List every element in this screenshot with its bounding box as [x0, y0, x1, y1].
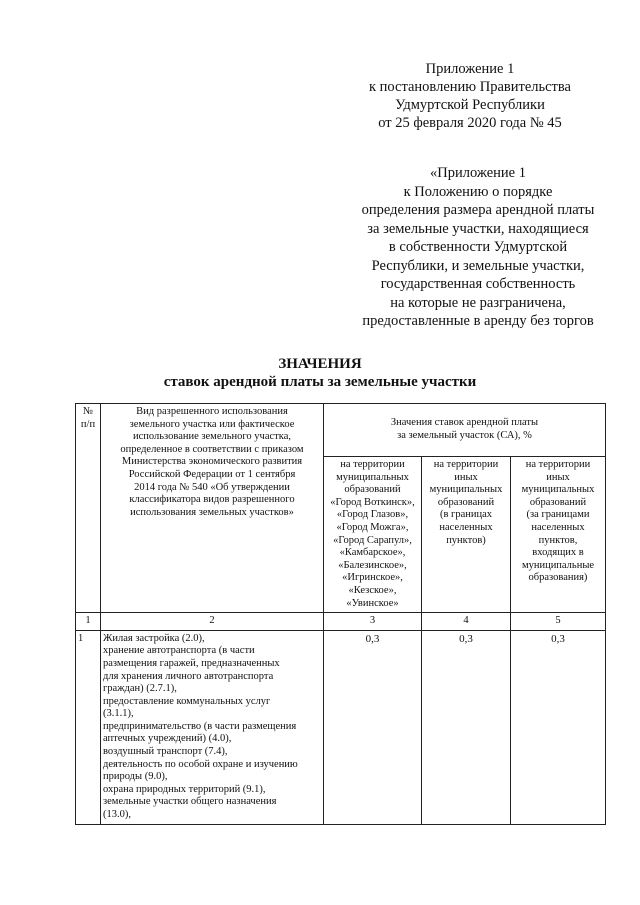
use-line: аптечных учреждений) (4.0), [103, 733, 232, 745]
subheader-line: «Кезское», [348, 584, 397, 596]
subheader-line: муниципальных [429, 484, 503, 496]
header-use-line: определенное в соответствии с приказом [120, 443, 304, 455]
subheader-line: «Город Воткинск», [330, 496, 415, 508]
use-line: природы (9.0), [103, 771, 168, 783]
header-use-line: Российской Федерации от 1 сентября [128, 468, 296, 480]
subheader-line: иных [454, 471, 478, 483]
regulation-appendix-line: государственная собственность [380, 276, 576, 292]
subheader-line: населенных [439, 521, 493, 533]
use-line: (13.0), [103, 809, 131, 821]
subheader-col4 [422, 457, 511, 613]
row-number: 1 [76, 630, 101, 824]
use-line: хранение автотранспорта (в части [103, 645, 255, 657]
use-line: для хранения личного автотранспорта [103, 670, 274, 682]
subheader-line: пунктов) [446, 534, 486, 546]
regulation-appendix-line: Республики, и земельные участки, [371, 257, 585, 274]
header-use-line: 2014 года № 540 «Об утверждении [134, 481, 290, 493]
header-rates-line: Значения ставок арендной платы [390, 417, 539, 429]
subheader-col3 [324, 457, 422, 613]
subheader-line: образований [344, 484, 401, 496]
column-number: 4 [422, 613, 511, 631]
document-title [120, 355, 520, 391]
subheader-line: образований [437, 496, 495, 508]
use-line: предоставление коммунальных услуг [103, 695, 271, 707]
subheader-line: на территории [340, 459, 405, 470]
use-line: Жилая застройка (2.0), [103, 632, 205, 644]
subheader-line: «Город Можга», [336, 521, 409, 533]
regulation-appendix-line: предоставленные в аренду без торгов [362, 313, 594, 329]
appendix-line: к постановлению Правительства [369, 79, 571, 95]
header-use-line: классификатора видов разрешенного [129, 494, 295, 506]
rates-table [75, 403, 606, 825]
regulation-appendix-line: к Положению о порядке [403, 183, 553, 200]
use-line: деятельность по особой охране и изучению [103, 758, 298, 770]
regulation-appendix-line: на которые не разграничена, [390, 294, 566, 311]
subheader-line: на территории [433, 459, 499, 470]
appendix-line: от 25 февраля 2020 года № 45 [378, 115, 562, 131]
use-line: земельные участки общего назначения [103, 796, 277, 808]
subheader-line: образований [529, 496, 587, 508]
header-number-line: п/п [80, 418, 96, 430]
appendix-line: Удмуртской Республики [395, 97, 545, 113]
header-use-line: земельного участка или фактическое [129, 418, 295, 430]
subheader-line: «Город Сарапул», [333, 534, 412, 546]
table-header-row [76, 404, 606, 457]
regulation-appendix-line: в собственности Удмуртской [388, 239, 568, 255]
use-line: предпринимательство (в части размещения [103, 720, 297, 732]
column-number: 3 [324, 613, 422, 631]
title-line-sub: ставок арендной платы за земельные участки [163, 374, 477, 390]
subheader-line: «Балезинское», [338, 559, 407, 571]
rate-value-col3: 0,3 [324, 630, 422, 824]
row-uses-cell [101, 630, 324, 824]
subheader-line: «Камбарское», [339, 547, 406, 559]
subheader-line: населенных [531, 521, 585, 533]
subheader-line: «Игринское», [342, 572, 403, 584]
column-number: 1 [76, 613, 101, 631]
subheader-line: пунктов, [538, 534, 578, 546]
header-number-cell [76, 404, 101, 613]
subheader-line: муниципальных [336, 471, 409, 483]
use-line: (3.1.1), [103, 708, 134, 720]
subheader-col5 [511, 457, 606, 613]
header-rates-line: за земельный участок (СА), % [397, 430, 532, 441]
regulation-appendix-line: «Приложение 1 [430, 165, 526, 181]
header-use-line: использования земельных участков» [130, 506, 294, 518]
use-line: граждан) (2.7.1), [103, 683, 177, 695]
appendix-line: Приложение 1 [425, 61, 515, 77]
subheader-line: «Город Глазов», [336, 509, 409, 521]
regulation-appendix-line: за земельные участки, находящиеся [367, 220, 589, 237]
header-use-cell [101, 404, 324, 613]
subheader-line: иных [546, 471, 570, 483]
use-line: размещения гаражей, предназначенных [103, 657, 280, 669]
table-row [76, 630, 606, 824]
column-number: 5 [511, 613, 606, 631]
regulation-appendix-header [352, 164, 604, 331]
subheader-line: образования) [528, 572, 588, 584]
appendix-header [360, 60, 580, 132]
subheader-line: муниципальные [521, 559, 595, 571]
use-line: охрана природных территорий (9.1), [103, 783, 266, 795]
column-number: 2 [101, 613, 324, 631]
header-use-line: Вид разрешенного использования [136, 406, 288, 417]
header-rates-cell [324, 404, 606, 457]
subheader-line: (в границах [439, 509, 493, 521]
subheader-line: муниципальных [521, 484, 595, 496]
subheader-line: «Увинское» [346, 597, 399, 609]
subheader-line: на территории [525, 459, 591, 470]
header-use-line: использование земельного участка, [133, 431, 291, 443]
rate-value-col4: 0,3 [422, 630, 511, 824]
regulation-appendix-line: определения размера арендной платы [361, 202, 595, 218]
subheader-line: входящих в [532, 547, 584, 559]
header-number-line: № [82, 406, 94, 417]
subheader-line: (за границами [526, 509, 590, 521]
use-line: воздушный транспорт (7.4), [103, 746, 228, 758]
column-number-row [76, 613, 606, 631]
title-line-main: ЗНАЧЕНИЯ [278, 356, 362, 372]
header-use-line: Министерства экономического развития [121, 456, 303, 468]
rate-value-col5: 0,3 [511, 630, 606, 824]
